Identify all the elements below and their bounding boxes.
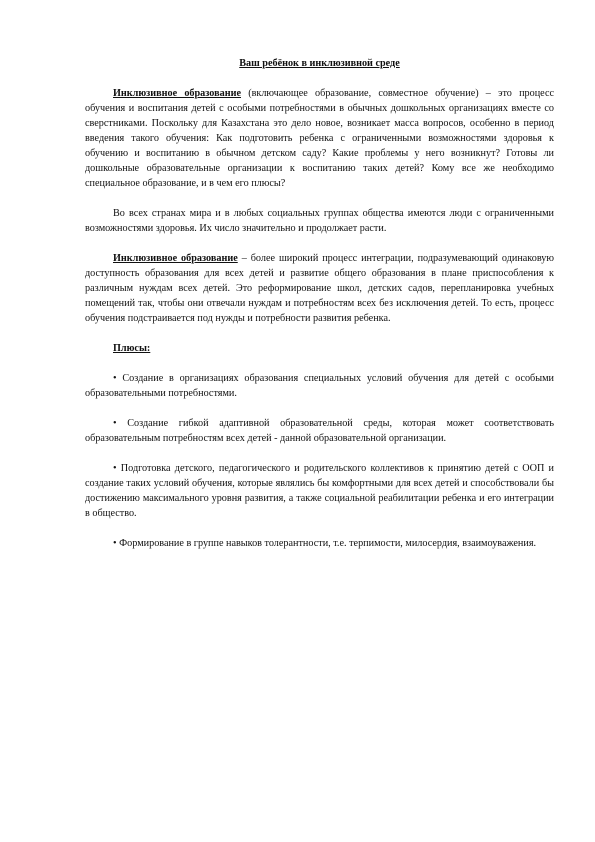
paragraph-definition-text: – более широкий процесс интеграции, подразумевающий одинаковую доступность образования для всех детей и развитие общего образования в плане приспособления к различным нуждам всех детей. Это реформирование школ, детских садов, перепланировка учебных помещений так, чтобы они отвечали нуждам и потребностям всех без исключения детей. То есть, процесс обучения подстраивается под нужды и потребности развития ребенка.	[85, 253, 554, 324]
pluses-heading: Плюсы:	[113, 343, 151, 354]
term-inclusive-education-2: Инклюзивное образование	[113, 253, 238, 264]
bullet-item: • Формирование в группе навыков толерантности, т.е. терпимости, милосердия, взаимоуважения.	[113, 538, 537, 549]
document-title: Ваш ребёнок в инклюзивной среде	[239, 58, 400, 69]
paragraph-definition	[85, 251, 554, 326]
bullet-item: • Создание гибкой адаптивной образовательной среды, которая может соответствовать образовательным потребностям всех детей - данной образовательной организации.	[85, 418, 554, 444]
bullet-item: • Подготовка детского, педагогического и родительского коллективов к принятию детей с ООП и создание таких условий обучения, которые являлись бы комфортными для всех детей и способствовали бы достижению максимального уровня развития, а также социальной реабилитации ребенка и его интеграции в общество.	[85, 463, 554, 519]
pluses-paragraph	[85, 341, 554, 356]
document-body	[85, 56, 554, 566]
bullet-item: • Создание в организациях образования специальных условий обучения для детей с особыми образовательными потребностями.	[85, 373, 554, 399]
paragraph-statistics: Во всех странах мира и в любых социальных группах общества имеются люди с ограниченными возможностями здоровья. Их число значительно и продолжает расти.	[85, 208, 554, 234]
term-inclusive-education: Инклюзивное образование	[113, 88, 241, 99]
paragraph-intro-text: (включающее образование, совместное обучение) – это процесс обучения и воспитания детей с особыми потребностями в обычных дошкольных организациях вместе со сверстниками. Поскольку для Казахстана это дело новое, возникает масса вопросов, особенно в период введения такого обучения: Как подготовить ребенка с ограниченными возможностями здоровья к обучению и воспитанию в обычном детском саду? Какие проблемы у него возникнут? Готовы ли дошкольные образовательные организации к воспитанию таких детей? Кому все же необходимо специальное образование, и в чем его плюсы?	[85, 88, 554, 189]
paragraph-intro	[85, 86, 554, 191]
